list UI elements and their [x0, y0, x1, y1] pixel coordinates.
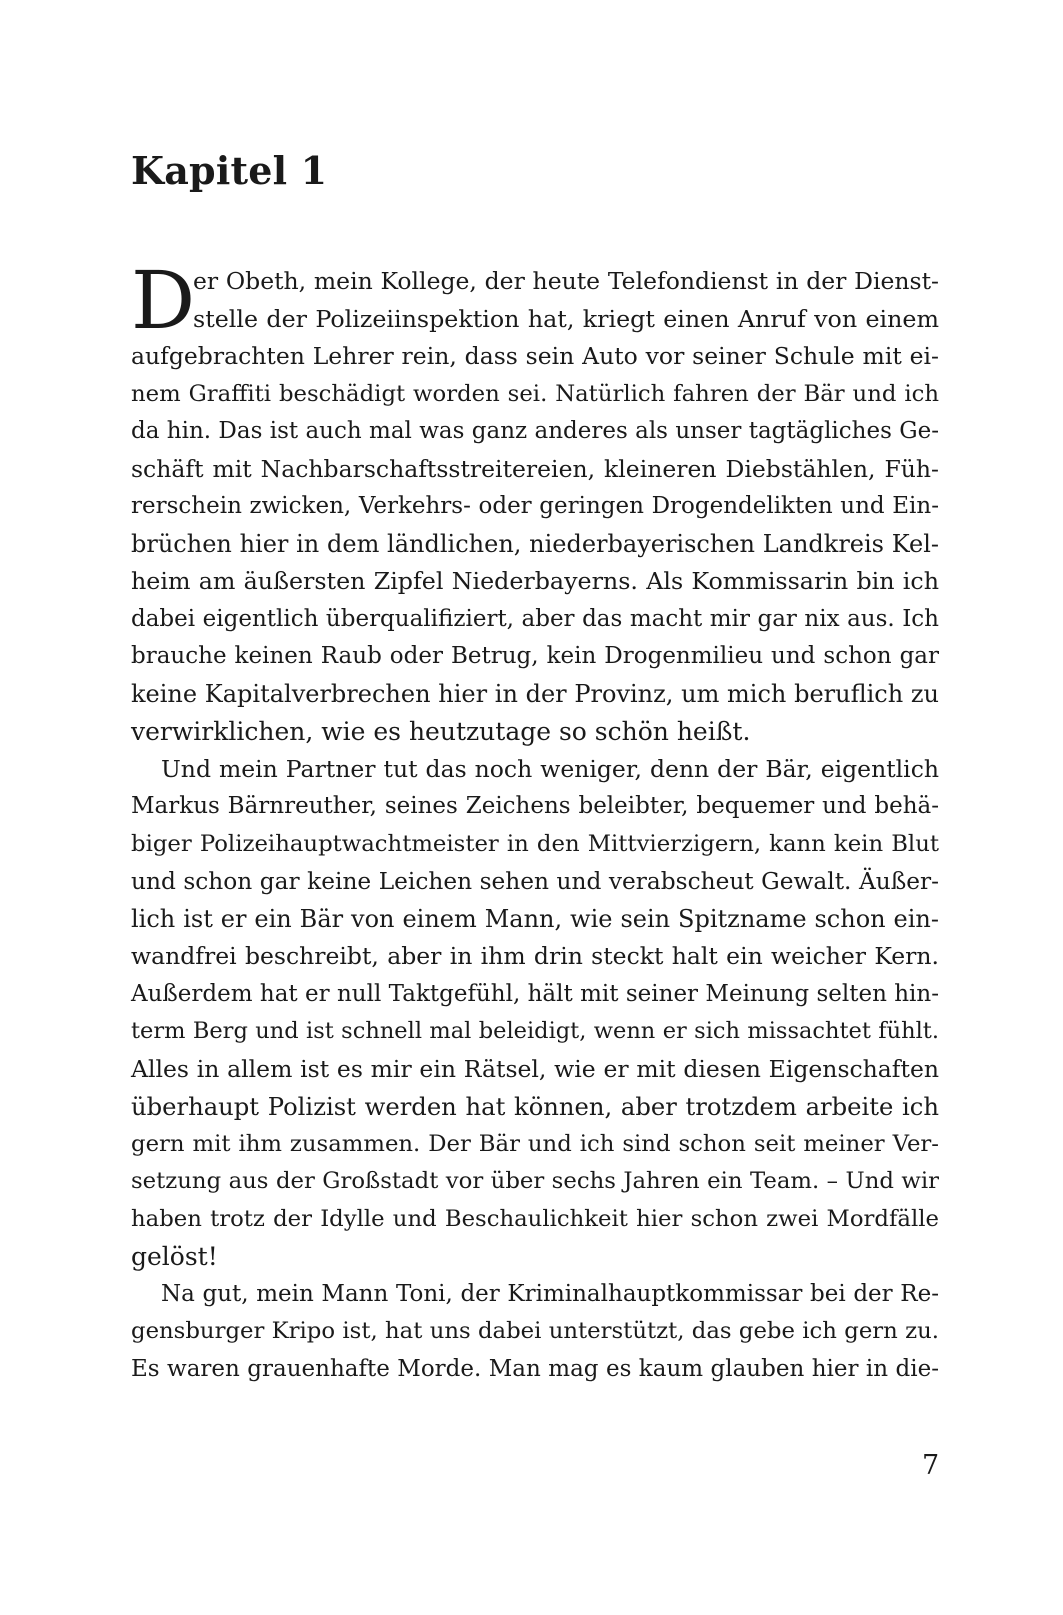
page-number: 7 [922, 1450, 940, 1481]
drop-cap: D [131, 254, 196, 347]
text-line: schäft mit Nachbarschaftsstreitereien, kleineren Diebstählen, Füh- [131, 454, 939, 483]
text-line: dabei eigentlich überqualifiziert, aber das macht mir gar nix aus. Ich [131, 605, 939, 632]
text-line: überhaupt Polizist werden hat können, aber trotzdem arbeite ich [131, 1092, 939, 1121]
text-line: setzung aus der Großstadt vor über sechs Jahren ein Team. – Und wir [131, 1168, 939, 1194]
text-line: und schon gar keine Leichen sehen und verabscheut Gewalt. Äußer- [131, 868, 939, 895]
text-line: Und mein Partner tut das noch weniger, denn der Bär, eigentlich [161, 754, 939, 783]
chapter-body [131, 254, 939, 1388]
text-line: gelöst! [131, 1242, 218, 1271]
text-line: brauche keinen Raub oder Betrug, kein Drogenmilieu und schon gar [131, 643, 939, 669]
text-line: Außerdem hat er null Taktgefühl, hält mit seiner Meinung selten hin- [131, 980, 939, 1007]
chapter-title: Kapitel 1 [131, 148, 328, 193]
text-line: gensburger Kripo ist, hat uns dabei unterstützt, das gebe ich gern zu. [131, 1318, 939, 1344]
text-line: nem Graffiti beschädigt worden sei. Natürlich fahren der Bär und ich [131, 380, 939, 407]
text-line: brüchen hier in dem ländlichen, niederbayerischen Landkreis Kel- [131, 529, 939, 558]
text-line: Na gut, mein Mann Toni, der Kriminalhauptkommissar bei der Re- [161, 1280, 939, 1307]
text-line: verwirklichen, wie es heutzutage so schön heißt. [131, 717, 751, 746]
text-line: rerschein zwicken, Verkehrs- oder geringen Drogendelikten und Ein- [131, 493, 939, 519]
text-line: heim am äußersten Zipfel Niederbayerns. Als Kommissarin bin ich [131, 567, 939, 595]
text-line: stelle der Polizeiinspektion hat, kriegt einen Anruf von einem [193, 304, 939, 333]
text-line: er Obeth, mein Kollege, der heute Telefondienst in der Dienst- [193, 267, 939, 295]
text-line: Es waren grauenhafte Morde. Man mag es kaum glauben hier in die- [131, 1355, 939, 1382]
text-line: biger Polizeihauptwachtmeister in den Mittvierzigern, kann kein Blut [131, 830, 939, 857]
text-line: haben trotz der Idylle und Beschaulichkeit hier schon zwei Mordfälle [131, 1205, 939, 1232]
text-line: gern mit ihm zusammen. Der Bär und ich sind schon seit meiner Ver- [131, 1130, 939, 1157]
text-line: wandfrei beschreibt, aber in ihm drin steckt halt ein weicher Kern. [131, 942, 939, 970]
text-line: Alles in allem ist es mir ein Rätsel, wie er mit diesen Eigenschaften [131, 1054, 939, 1083]
text-line: Markus Bärnreuther, seines Zeichens beleibter, bequemer und behä- [131, 793, 939, 819]
text-line: da hin. Das ist auch mal was ganz anderes als unser tagtägliches Ge- [131, 418, 939, 444]
text-line: lich ist er ein Bär von einem Mann, wie sein Spitzname schon ein- [131, 904, 939, 933]
text-line: keine Kapitalverbrechen hier in der Provinz, um mich beruflich zu [131, 679, 939, 708]
text-line: aufgebrachten Lehrer rein, dass sein Auto vor seiner Schule mit ei- [131, 342, 939, 370]
text-line: term Berg und ist schnell mal beleidigt, wenn er sich missachtet fühlt. [131, 1018, 939, 1044]
